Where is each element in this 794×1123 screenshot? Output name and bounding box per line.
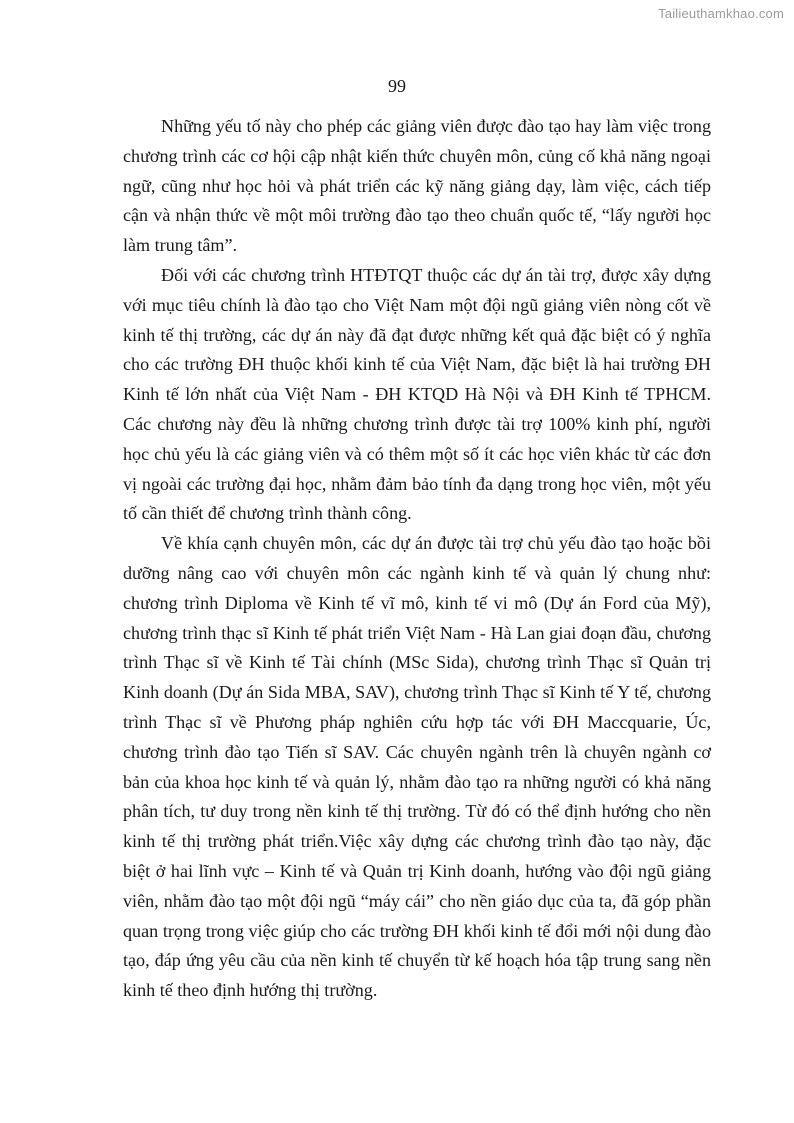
- paragraph: Về khía cạnh chuyên môn, các dự án được tài trợ chủ yếu đào tạo hoặc bồi dưỡng nâng cao với chuyên môn các ngành kinh tế và quản lý chung như: chương trình Diploma về Kinh tế vĩ mô, kinh tế vi mô (Dự án Ford của Mỹ), chương trình thạc sĩ Kinh tế phát triển Việt Nam - Hà Lan giai đoạn đầu, chương trình Thạc sĩ về Kinh tế Tài chính (MSc Sida), chương trình Thạc sĩ Quản trị Kinh doanh (Dự án Sida MBA, SAV), chương trình Thạc sĩ Kinh tế Y tế, chương trình Thạc sĩ về Phương pháp nghiên cứu hợp tác với ĐH Maccquarie, Úc, chương trình đào tạo Tiến sĩ SAV. Các chuyên ngành trên là chuyên ngành cơ bản của khoa học kinh tế và quản lý, nhằm đào tạo ra những người có khả năng phân tích, tư duy trong nền kinh tế thị trường. Từ đó có thể định hướng cho nền kinh tế thị trường phát triển.Việc xây dựng các chương trình đào tạo này, đặc biệt ở hai lĩnh vực – Kinh tế và Quản trị Kinh doanh, hướng vào đội ngũ giảng viên, nhằm đào tạo một đội ngũ “máy cái” cho nền giáo dục của ta, đã góp phần quan trọng trong việc giúp cho các trường ĐH khối kinh tế đổi mới nội dung đào tạo, đáp ứng yêu cầu của nền kinh tế chuyển từ kế hoạch hóa tập trung sang nền kinh tế theo định hướng thị trường.: [123, 533, 711, 1001]
- page-number: 99: [388, 76, 406, 96]
- paragraph: Đối với các chương trình HTĐTQT thuộc các dự án tài trợ, được xây dựng với mục tiêu chính là đào tạo cho Việt Nam một đội ngũ giảng viên nòng cốt về kinh tế thị trường, các dự án này đã đạt được những kết quả đặc biệt có ý nghĩa cho các trường ĐH thuộc khối kinh tế của Việt Nam, đặc biệt là hai trường ĐH Kinh tế lớn nhất của Việt Nam - ĐH KTQD Hà Nội và ĐH Kinh tế TPHCM. Các chương này đều là những chương trình được tài trợ 100% kinh phí, người học chủ yếu là các giảng viên và có thêm một số ít các học viên khác từ các đơn vị ngoài các trường đại học, nhằm đảm bảo tính đa dạng trong học viên, một yếu tố cần thiết để chương trình thành công.: [123, 264, 711, 524]
- document-body: [123, 112, 711, 1006]
- paragraph: Những yếu tố này cho phép các giảng viên được đào tạo hay làm việc trong chương trình các cơ hội cập nhật kiến thức chuyên môn, củng cố khả năng ngoại ngữ, cũng như học hỏi và phát triển các kỹ năng giảng dạy, làm việc, cách tiếp cận và nhận thức về một môi trường đào tạo theo chuẩn quốc tế, “lấy người học làm trung tâm”.: [123, 116, 711, 256]
- watermark: Tailieuthamkhao.com: [658, 6, 784, 21]
